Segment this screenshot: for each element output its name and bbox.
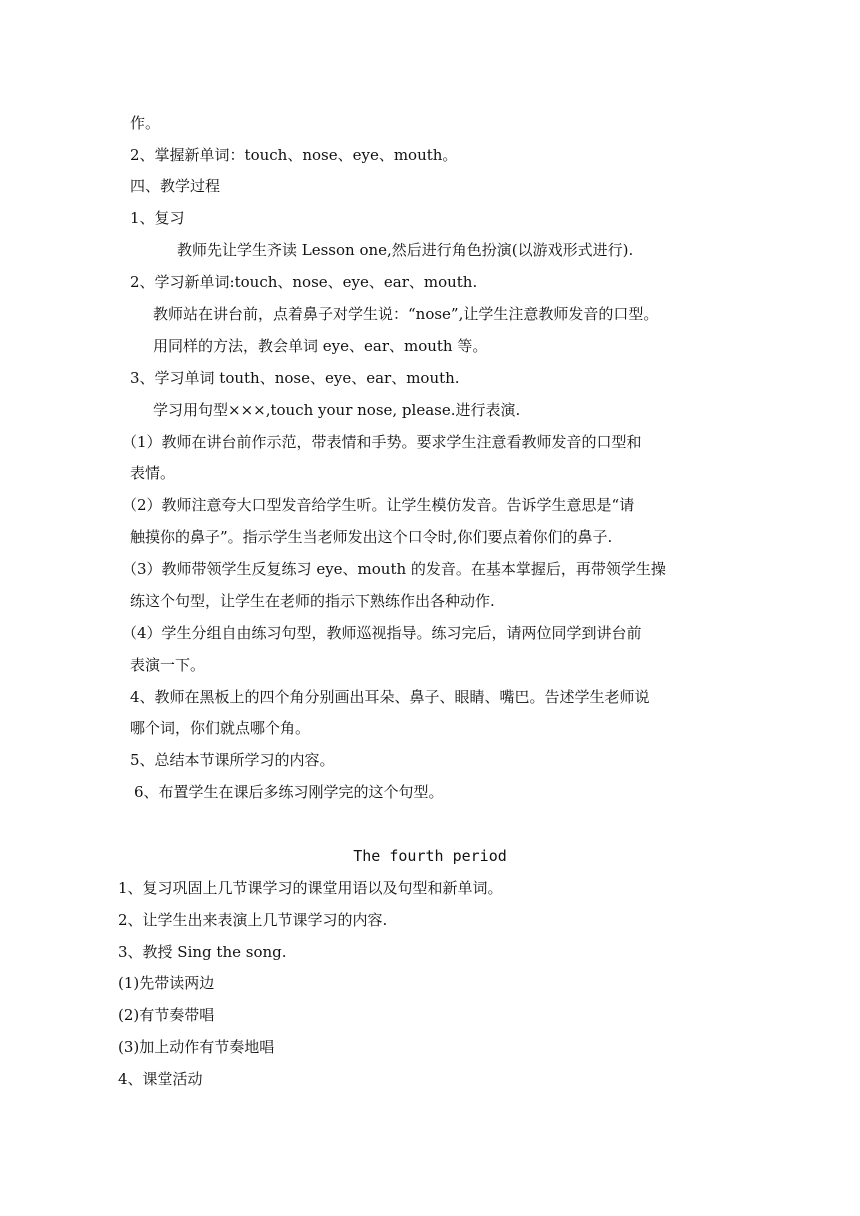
text-line: 哪个词，你们就点哪个角。 (130, 719, 311, 737)
text-line: 触摸你的鼻子”。指示学生当老师发出这个口令时,你们要点着你们的鼻子. (130, 528, 613, 546)
text-line: (1)先带读两边 (118, 974, 215, 992)
section-heading: 四、教学过程 (130, 177, 221, 195)
text-line: (2)有节奏带唱 (118, 1006, 215, 1024)
text-line: （4）学生分组自由练习句型，教师巡视指导。练习完后，请两位同学到讲台前 (122, 624, 642, 642)
text-line: 6、布置学生在课后多练习刚学完的这个句型。 (134, 783, 444, 801)
subsection-heading: 2、学习新单词:touch、nose、eye、ear、mouth. (130, 273, 478, 291)
text-line: （3）教师带领学生反复练习 eye、mouth 的发音。在基本掌握后，再带领学生操 (122, 560, 666, 578)
text-line: 4、课堂活动 (118, 1070, 203, 1088)
subsection-heading: 3、学习单词 touth、nose、eye、ear、mouth. (130, 369, 460, 387)
text-line: 作。 (130, 114, 161, 132)
text-line: 3、教授 Sing the song. (118, 943, 287, 961)
text-line: 4、教师在黑板上的四个角分别画出耳朵、鼻子、眼睛、嘴巴。告述学生老师说 (130, 688, 650, 706)
text-line: 表情。 (130, 464, 176, 482)
text-line: （2）教师注意夸大口型发音给学生听。让学生模仿发音。告诉学生意思是“请 (122, 496, 635, 514)
text-line: （1）教师在讲台前作示范，带表情和手势。要求学生注意看教师发音的口型和 (122, 433, 642, 451)
text-line: 学习用句型×××,touch your nose, please.进行表演. (153, 401, 521, 419)
text-line: 表演一下。 (130, 656, 206, 674)
text-line: (3)加上动作有节奏地唱 (118, 1038, 275, 1056)
text-line: 2、让学生出来表演上几节课学习的内容. (118, 911, 388, 929)
text-line: 1、复习巩固上几节课学习的课堂用语以及句型和新单词。 (118, 879, 503, 897)
section-title: The fourth period (353, 847, 507, 865)
text-line: 用同样的方法，教会单词 eye、ear、mouth 等。 (153, 337, 488, 355)
text-line: 5、总结本节课所学习的内容。 (130, 751, 335, 769)
text-line: 教师站在讲台前，点着鼻子对学生说：“nose”,让学生注意教师发音的口型。 (153, 305, 659, 323)
text-line: 2、掌握新单词：touch、nose、eye、mouth。 (130, 146, 458, 164)
text-line: 教师先让学生齐读 Lesson one,然后进行角色扮演(以游戏形式进行). (177, 241, 634, 259)
text-line: 练这个句型，让学生在老师的指示下熟练作出各种动作. (130, 592, 495, 610)
subsection-heading: 1、复习 (130, 209, 185, 227)
